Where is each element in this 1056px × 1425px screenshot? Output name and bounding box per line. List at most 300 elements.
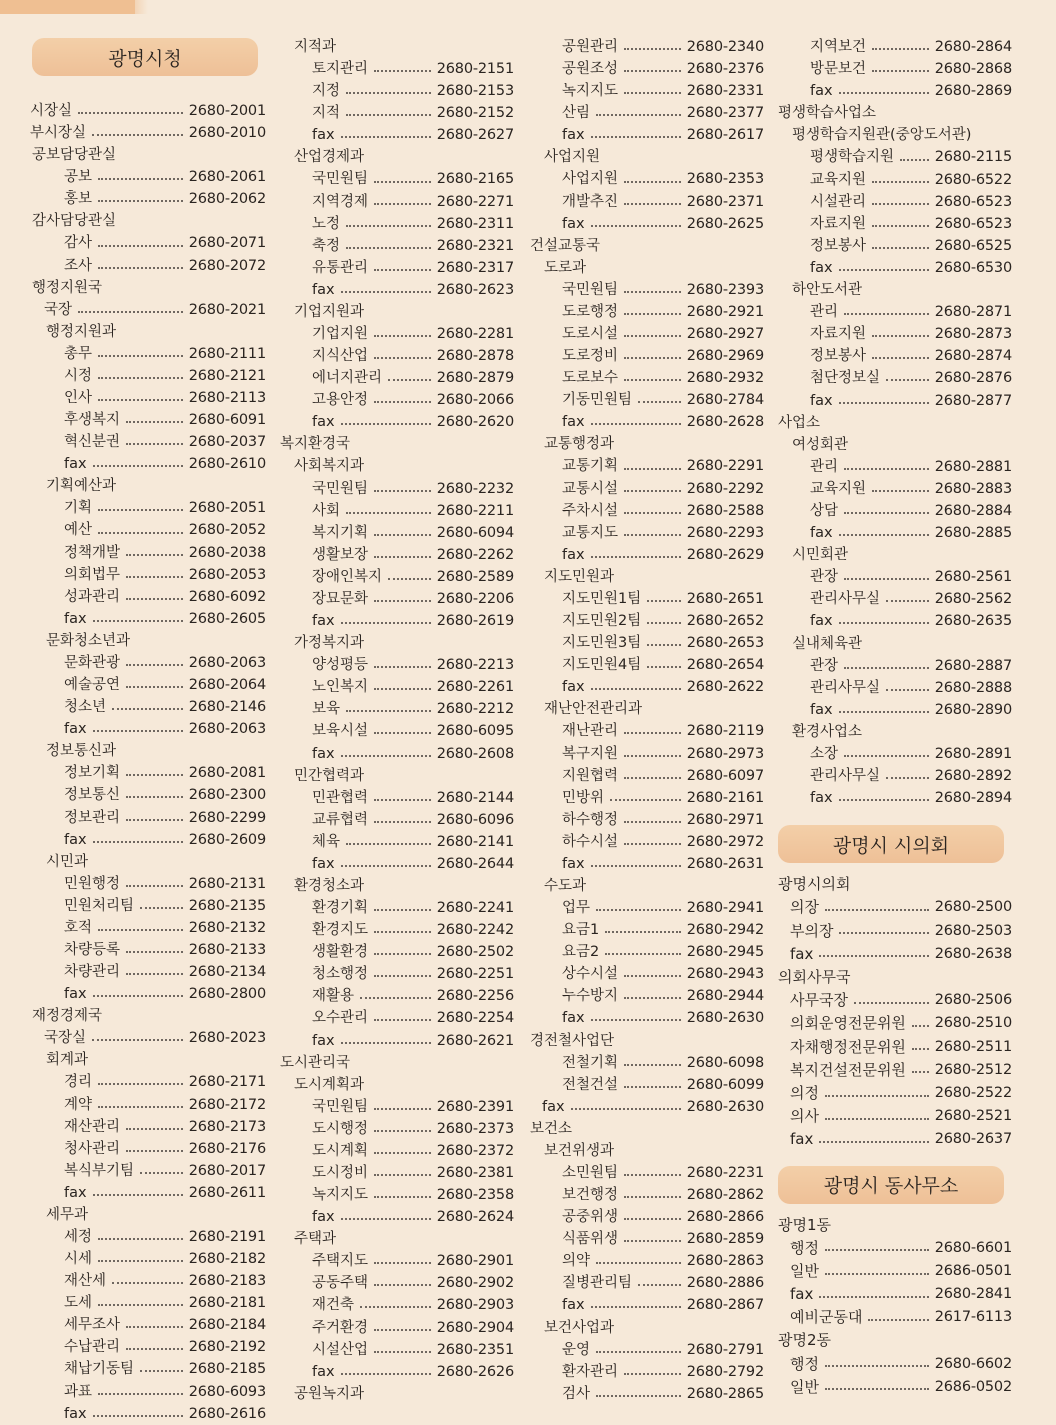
entry-name: 행정 [790, 1238, 819, 1257]
dot-leader [346, 843, 431, 845]
entry-name: 부의장 [790, 921, 834, 940]
dot-leader [819, 1296, 928, 1298]
dot-leader [624, 468, 681, 470]
directory-entry [30, 608, 266, 630]
phone-number: 2680-2146 [188, 699, 266, 716]
phone-number: 2680-2037 [188, 434, 266, 451]
phone-number: 2680-2927 [686, 326, 764, 343]
top-accent-block [0, 0, 135, 14]
directory-entry [30, 255, 266, 277]
dot-leader [872, 490, 929, 492]
phone-number: 2680-2610 [188, 456, 266, 473]
column-3 [528, 36, 764, 1405]
phone-number: 2680-2181 [188, 1295, 266, 1312]
phone-number: 2680-2251 [436, 966, 514, 983]
entry-name: 과표 [64, 1383, 93, 1400]
dot-leader [374, 357, 431, 359]
directory-entry [776, 1059, 1012, 1082]
directory-entry [278, 809, 514, 831]
phone-number: 2680-2878 [436, 348, 514, 365]
directory-entry [30, 1248, 266, 1270]
entry-name: 의약 [562, 1253, 591, 1270]
entry-name: 평생학습지원 [810, 149, 895, 166]
entry-name: 지역보건 [810, 39, 867, 55]
entry-name: 자료지원 [810, 215, 867, 232]
dot-leader [346, 114, 431, 116]
phone-number: 2680-6095 [436, 723, 514, 740]
section-heading: 행정지원과 [46, 323, 117, 340]
phone-number: 2680-2623 [436, 281, 514, 298]
entry-name: fax [810, 392, 833, 409]
directory-entry [528, 963, 764, 985]
dot-leader [126, 598, 183, 600]
directory-entry [278, 743, 514, 765]
phone-number: 2680-2052 [188, 522, 266, 539]
entry-name: 고용안정 [312, 392, 369, 409]
section-heading: 감사담당관실 [32, 213, 117, 230]
phone-number: 2680-2881 [934, 458, 1012, 475]
entry-name: 사무국장 [790, 991, 848, 1010]
dot-leader [126, 421, 183, 423]
entry-name: fax [312, 281, 335, 298]
entry-name: fax [562, 127, 585, 144]
phone-number: 2680-2903 [436, 1297, 514, 1314]
entry-name: 시세 [64, 1251, 93, 1268]
directory-entry [776, 920, 1012, 943]
phone-number: 2680-2061 [188, 169, 266, 186]
entry-name: fax [312, 1032, 335, 1049]
entry-name: fax [810, 259, 833, 276]
phone-number: 2680-2652 [686, 613, 764, 630]
entry-name: 교육지원 [810, 171, 867, 188]
directory-entry [776, 743, 1012, 765]
dot-leader [388, 379, 431, 381]
entry-name: 상담 [810, 502, 839, 519]
dot-leader [624, 490, 681, 492]
directory-entry [528, 455, 764, 477]
phone-number: 2680-2063 [188, 654, 266, 671]
entry-name: 의회운영전문위원 [790, 1014, 906, 1033]
phone-number: 2680-2871 [934, 304, 1012, 321]
phone-number: 2680-2901 [436, 1253, 514, 1270]
directory-entry [776, 1237, 1012, 1260]
phone-number: 2680-2865 [686, 1385, 764, 1402]
directory-entry [528, 58, 764, 80]
dot-leader [98, 355, 183, 357]
directory-entry [776, 1306, 1012, 1329]
entry-name: 업무 [562, 900, 591, 917]
phone-number: 2680-2862 [686, 1187, 764, 1204]
directory-entry [776, 896, 1012, 919]
section-heading: 사회복지과 [294, 458, 365, 475]
dot-leader [374, 1351, 431, 1353]
directory-entry [776, 1353, 1012, 1376]
directory-entry [776, 301, 1012, 323]
section-heading: 지도민원과 [544, 568, 615, 585]
dot-leader [624, 291, 681, 293]
entry-name: 도로보수 [562, 370, 619, 387]
entry-name: 공보 [64, 169, 93, 186]
dot-leader [346, 92, 431, 94]
directory-entry [776, 456, 1012, 478]
entry-name: 녹지지도 [312, 1187, 369, 1204]
dot-leader [638, 1284, 681, 1286]
entry-name: 도로시설 [562, 326, 619, 343]
directory-entry [278, 985, 514, 1007]
directory-entry [278, 124, 514, 146]
entry-name: 총무 [64, 345, 93, 362]
dot-leader [819, 1141, 928, 1143]
phone-number: 2680-2626 [436, 1363, 514, 1380]
directory-entry [278, 919, 514, 941]
phone-number: 2680-6522 [934, 171, 1012, 188]
directory-entry [278, 720, 514, 742]
entry-name: 개발추진 [562, 193, 619, 210]
directory-entry [278, 1294, 514, 1316]
directory-entry [528, 610, 764, 632]
section-banner-dong-office: 광명시 동사무소 [778, 1166, 1004, 1204]
dot-leader [839, 711, 929, 713]
entry-name: 관리사무실 [810, 768, 881, 785]
directory-entry [278, 1206, 514, 1228]
directory-entry [776, 213, 1012, 235]
section-heading: 의회사무국 [778, 968, 851, 987]
entry-name: 검사 [562, 1385, 591, 1402]
section-heading: 회계과 [46, 1052, 89, 1069]
section-heading: 광명시의회 [778, 875, 851, 894]
directory-entry [528, 765, 764, 787]
section-heading: 실내체육관 [792, 635, 863, 652]
dot-leader [126, 1326, 183, 1328]
phone-number: 2680-2630 [686, 1010, 764, 1027]
entry-name: 관장 [810, 569, 839, 586]
phone-number: 2680-6091 [188, 412, 266, 429]
phone-number: 2680-2135 [188, 897, 266, 914]
phone-number: 2680-2932 [686, 370, 764, 387]
phone-number: 2680-2192 [188, 1339, 266, 1356]
entry-name: 교통시설 [562, 480, 619, 497]
phone-number: 2680-2890 [934, 701, 1012, 718]
directory-entry [278, 345, 514, 367]
section-heading: 사업지원 [544, 149, 601, 166]
entry-name: 일반 [790, 1377, 819, 1396]
directory-entry [776, 1376, 1012, 1399]
dot-leader [839, 534, 929, 536]
dot-leader [126, 664, 183, 666]
directory-entry [528, 654, 764, 676]
spacer [776, 809, 1012, 823]
dot-leader [596, 1262, 681, 1264]
dot-leader [374, 1130, 431, 1132]
dot-leader [126, 973, 183, 975]
phone-number: 2680-2144 [436, 789, 514, 806]
entry-name: 예산 [64, 522, 93, 539]
dot-leader [624, 755, 681, 757]
phone-number: 2680-2883 [934, 480, 1012, 497]
dot-leader [839, 402, 929, 404]
directory-entry [776, 367, 1012, 389]
directory-entry [528, 985, 764, 1007]
phone-number: 2680-2256 [436, 988, 514, 1005]
directory-entry [528, 676, 764, 698]
dot-leader [374, 401, 431, 403]
directory-entry [30, 1182, 266, 1204]
directory-entry [528, 1007, 764, 1029]
entry-name: fax [562, 855, 585, 872]
dot-leader [374, 1284, 431, 1286]
dot-leader [98, 509, 183, 511]
phone-number: 2680-6098 [686, 1054, 764, 1071]
dot-leader [624, 1064, 681, 1066]
entry-name: 의사 [790, 1107, 819, 1126]
entry-name: fax [64, 610, 87, 627]
directory-entry [528, 897, 764, 919]
entry-name: 토지관리 [312, 61, 369, 78]
entry-name: 지원협력 [562, 767, 619, 784]
directory-entry [278, 1272, 514, 1294]
directory-entry [528, 941, 764, 963]
directory-entry [528, 1074, 764, 1096]
phone-number: 2680-2886 [686, 1275, 764, 1292]
directory-entry [776, 566, 1012, 588]
dot-leader [886, 689, 929, 691]
section-heading: 기업지원과 [294, 303, 365, 320]
dot-leader [596, 114, 681, 116]
dot-leader [346, 512, 431, 514]
directory-entry [30, 696, 266, 718]
entry-name: 국민원팀 [562, 281, 619, 298]
dot-leader [374, 1108, 431, 1110]
dot-leader [374, 821, 431, 823]
dot-leader [624, 357, 681, 359]
directory-entry [278, 897, 514, 919]
entry-name: fax [312, 745, 335, 762]
dot-leader [374, 931, 431, 933]
directory-entry [776, 146, 1012, 168]
section-heading: 도로과 [544, 259, 587, 276]
dot-leader [98, 929, 183, 931]
dot-leader [374, 1196, 431, 1198]
dot-leader [591, 136, 681, 138]
directory-entry [776, 257, 1012, 279]
entry-name: 관리 [810, 304, 839, 321]
phone-number: 2680-2292 [686, 480, 764, 497]
dot-leader [844, 468, 929, 470]
entry-name: fax [562, 679, 585, 696]
phone-number: 2680-2141 [436, 833, 514, 850]
directory-entry [528, 743, 764, 765]
entry-name: 양성평등 [312, 657, 369, 674]
directory-entry [30, 299, 266, 321]
entry-name: fax [542, 1098, 565, 1115]
directory-entry [278, 168, 514, 190]
entry-name: 복지건설전문위원 [790, 1060, 906, 1079]
entry-name: 식품위생 [562, 1231, 619, 1248]
entry-name: 보육시설 [312, 723, 369, 740]
dot-leader [647, 600, 680, 602]
directory-entry [30, 387, 266, 409]
phone-number: 2680-2051 [188, 500, 266, 517]
entry-name: 의회법무 [64, 566, 121, 583]
phone-number: 2680-2071 [188, 235, 266, 252]
phone-number: 2680-6530 [934, 259, 1012, 276]
entry-name: 민방위 [562, 789, 605, 806]
spacer [776, 1152, 1012, 1164]
dot-leader [844, 512, 929, 514]
dot-leader [374, 909, 431, 911]
phone-number: 2680-2892 [934, 768, 1012, 785]
phone-number: 2680-2884 [934, 502, 1012, 519]
entry-name: 복구지원 [562, 745, 619, 762]
section-heading: 도시관리국 [280, 1054, 351, 1071]
entry-name: 성과관리 [64, 588, 121, 605]
dot-leader [374, 688, 431, 690]
dot-leader [844, 667, 929, 669]
entry-name: 재활용 [312, 988, 355, 1005]
entry-name: fax [562, 1297, 585, 1314]
dot-leader [140, 1172, 183, 1174]
directory-entry [30, 519, 266, 541]
entry-name: 지도민원3팀 [562, 635, 642, 652]
directory-entry [776, 1012, 1012, 1035]
dot-leader [868, 1319, 928, 1321]
phone-number: 2680-2859 [686, 1231, 764, 1248]
entry-name: 도시정비 [312, 1164, 369, 1181]
section-heading: 재난안전관리과 [544, 701, 643, 718]
directory-entry [278, 566, 514, 588]
entry-name: 첨단정보실 [810, 370, 881, 387]
directory-entry [776, 169, 1012, 191]
dot-leader [374, 70, 431, 72]
phone-number: 2680-2943 [686, 966, 764, 983]
dot-leader [341, 1042, 431, 1044]
dot-leader [98, 1260, 183, 1262]
dot-leader [624, 534, 681, 536]
dot-leader [839, 932, 928, 934]
phone-number: 2680-2904 [436, 1319, 514, 1336]
phone-number: 2680-2637 [934, 1131, 1012, 1148]
phone-number: 2680-2261 [436, 679, 514, 696]
entry-name: 관리 [810, 458, 839, 475]
entry-name: 산림 [562, 105, 591, 122]
entry-name: 청소년 [64, 699, 107, 716]
dot-leader [624, 92, 681, 94]
directory-entry [30, 895, 266, 917]
entry-name: 의정 [790, 1083, 819, 1102]
phone-number: 2680-2321 [436, 237, 514, 254]
directory-entry [278, 1250, 514, 1272]
phone-number: 2680-2242 [436, 922, 514, 939]
entry-name: 방문보건 [810, 61, 867, 78]
directory-entry [528, 919, 764, 941]
directory-entry [278, 367, 514, 389]
phone-number: 2680-2562 [934, 591, 1012, 608]
phone-number: 2680-2502 [436, 944, 514, 961]
section-heading: 수도과 [544, 877, 587, 894]
phone-number: 2686-0501 [934, 1262, 1012, 1279]
dot-leader [839, 92, 929, 94]
dot-leader [341, 1218, 431, 1220]
entry-name: 전철기획 [562, 1054, 619, 1071]
phone-number: 2680-6092 [188, 588, 266, 605]
phone-number: 2680-2941 [686, 900, 764, 917]
entry-name: 정보관리 [64, 809, 121, 826]
entry-name: 조사 [64, 257, 93, 274]
phone-number: 2680-2185 [188, 1361, 266, 1378]
directory-entry [278, 1184, 514, 1206]
directory-entry [528, 478, 764, 500]
phone-number: 2680-2331 [686, 83, 764, 100]
entry-name: 공원조성 [562, 61, 619, 78]
phone-number: 2680-6097 [686, 767, 764, 784]
directory-entry [30, 1270, 266, 1292]
directory-entry [30, 983, 266, 1005]
section-heading: 보건위생과 [544, 1142, 615, 1159]
directory-entry [30, 564, 266, 586]
phone-number: 2680-2510 [934, 1015, 1012, 1032]
phone-number: 2680-2165 [436, 171, 514, 188]
directory-entry [30, 232, 266, 254]
dot-leader [126, 796, 183, 798]
entry-name: fax [312, 613, 335, 630]
entry-name: fax [790, 1130, 814, 1149]
dot-leader [825, 909, 929, 911]
entry-name: 공중위생 [562, 1209, 619, 1226]
directory-entry [528, 323, 764, 345]
dot-leader [93, 995, 183, 997]
dot-leader [610, 799, 681, 801]
dot-leader [374, 181, 431, 183]
dot-leader [596, 1351, 681, 1353]
directory-entry [776, 323, 1012, 345]
phone-number: 2680-2874 [934, 348, 1012, 365]
entry-name: 에너지관리 [312, 370, 383, 387]
phone-number: 2680-2868 [934, 61, 1012, 78]
phone-number: 2680-2393 [686, 281, 764, 298]
entry-name: fax [64, 456, 87, 473]
entry-name: 시정 [64, 367, 93, 384]
directory-entry [776, 478, 1012, 500]
entry-name: 지적 [312, 105, 341, 122]
entry-name: 유통관리 [312, 259, 369, 276]
dot-leader [140, 907, 183, 909]
phone-number: 2680-2173 [188, 1118, 266, 1135]
directory-entry [278, 963, 514, 985]
dot-leader [844, 755, 929, 757]
entry-name: 재산관리 [64, 1118, 121, 1135]
entry-name: 인사 [64, 390, 93, 407]
entry-name: 하수시설 [562, 833, 619, 850]
dot-leader [624, 732, 681, 734]
phone-number: 2680-2635 [934, 613, 1012, 630]
entry-name: 의장 [790, 898, 819, 917]
phone-number: 2680-2373 [436, 1120, 514, 1137]
phone-number: 2680-2351 [436, 1341, 514, 1358]
phone-number: 2680-2111 [188, 345, 266, 362]
directory-entry [278, 389, 514, 411]
phone-number: 2680-2081 [188, 765, 266, 782]
phone-number: 2680-2608 [436, 745, 514, 762]
section-heading: 공보담당관실 [32, 147, 117, 164]
phone-number: 2680-2521 [934, 1108, 1012, 1125]
dot-leader [624, 997, 681, 999]
directory-entry [278, 941, 514, 963]
dot-leader [872, 357, 929, 359]
phone-number: 2680-2184 [188, 1317, 266, 1334]
directory-entry [528, 1294, 764, 1316]
entry-name: 민원처리팀 [64, 897, 135, 914]
section-heading: 교통행정과 [544, 436, 615, 453]
